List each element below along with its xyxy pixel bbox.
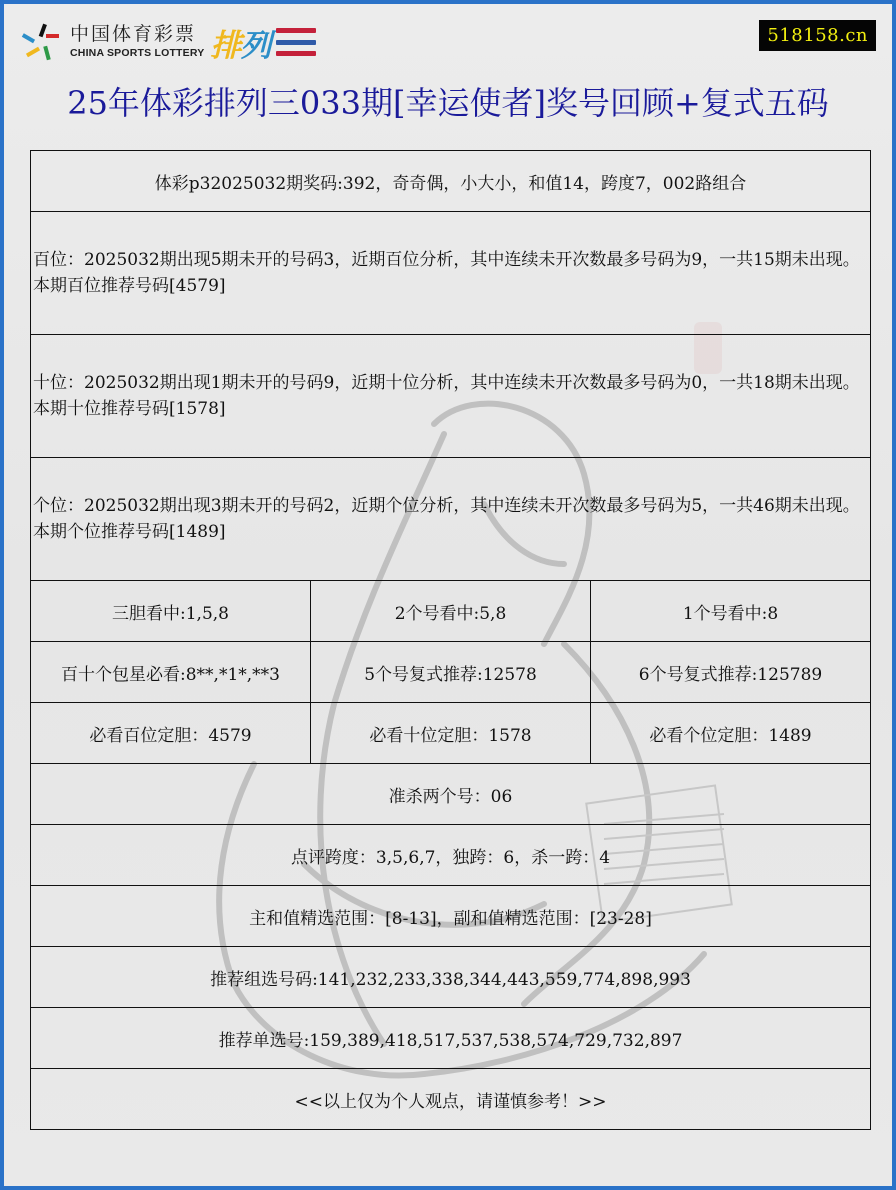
lottery-star-icon [20,20,64,64]
group-picks: 推荐组选号码:141,232,233,338,344,443,559,774,898,993 [31,947,871,1008]
span-review: 点评跨度：3,5,6,7，独跨：6，杀一跨：4 [31,825,871,886]
star-pack-cell: 百十个包星必看:8**,*1*,**3 [31,642,311,703]
logo-cn-text: 中国体育彩票 [70,23,197,46]
table-row [31,212,871,335]
units-dan-cell: 必看个位定胆：1489 [591,703,871,764]
six-number-compound-cell: 6个号复式推荐:125789 [591,642,871,703]
table-row [31,825,871,886]
two-number-cell: 2个号看中:5,8 [311,581,591,642]
five-number-compound-cell: 5个号复式推荐:12578 [311,642,591,703]
prediction-table [30,150,871,1130]
kill-two-numbers: 准杀两个号：06 [31,764,871,825]
logo-en-text: CHINA SPORTS LOTTERY [70,47,205,60]
table-row [31,642,871,703]
pailie-san-brand [210,20,316,65]
disclaimer: <<以上仅为个人观点，请谨慎参考！>> [31,1069,871,1130]
table-row [31,1069,871,1130]
table-row [31,886,871,947]
table-row [31,1008,871,1069]
table-row [31,764,871,825]
tens-analysis: 十位：2025032期出现1期未开的号码9，近期十位分析，其中连续未开次数最多号码为0，一共18期未出现。本期十位推荐号码[1578] [31,335,871,458]
china-sports-lottery-logo [20,20,316,64]
site-badge: 518158.cn [759,20,876,51]
table-row [31,703,871,764]
table-row [31,458,871,581]
table-row [31,151,871,212]
tens-dan-cell: 必看十位定胆：1578 [311,703,591,764]
table-row [31,335,871,458]
hundreds-dan-cell: 必看百位定胆：4579 [31,703,311,764]
page-title: 25年体彩排列三033期[幸运使者]奖号回顾+复式五码 [67,84,829,122]
draw-summary: 体彩p32025032期奖码:392，奇奇偶，小大小，和值14，跨度7，002路组合 [31,151,871,212]
table-row [31,581,871,642]
single-picks: 推荐单选号:159,389,418,517,537,538,574,729,732,897 [31,1008,871,1069]
brand-san-icon [276,28,316,56]
brand-char-pai: 排 [210,27,241,64]
table-row [31,947,871,1008]
brand-char-lie: 列 [240,27,271,64]
one-number-cell: 1个号看中:8 [591,581,871,642]
sum-range: 主和值精选范围：[8-13]，副和值精选范围：[23-28] [31,886,871,947]
units-analysis: 个位：2025032期出现3期未开的号码2，近期个位分析，其中连续未开次数最多号码为5，一共46期未出现。本期个位推荐号码[1489] [31,458,871,581]
hundreds-analysis: 百位：2025032期出现5期未开的号码3，近期百位分析，其中连续未开次数最多号码为9，一共15期未出现。本期百位推荐号码[4579] [31,212,871,335]
three-dan-cell: 三胆看中:1,5,8 [31,581,311,642]
